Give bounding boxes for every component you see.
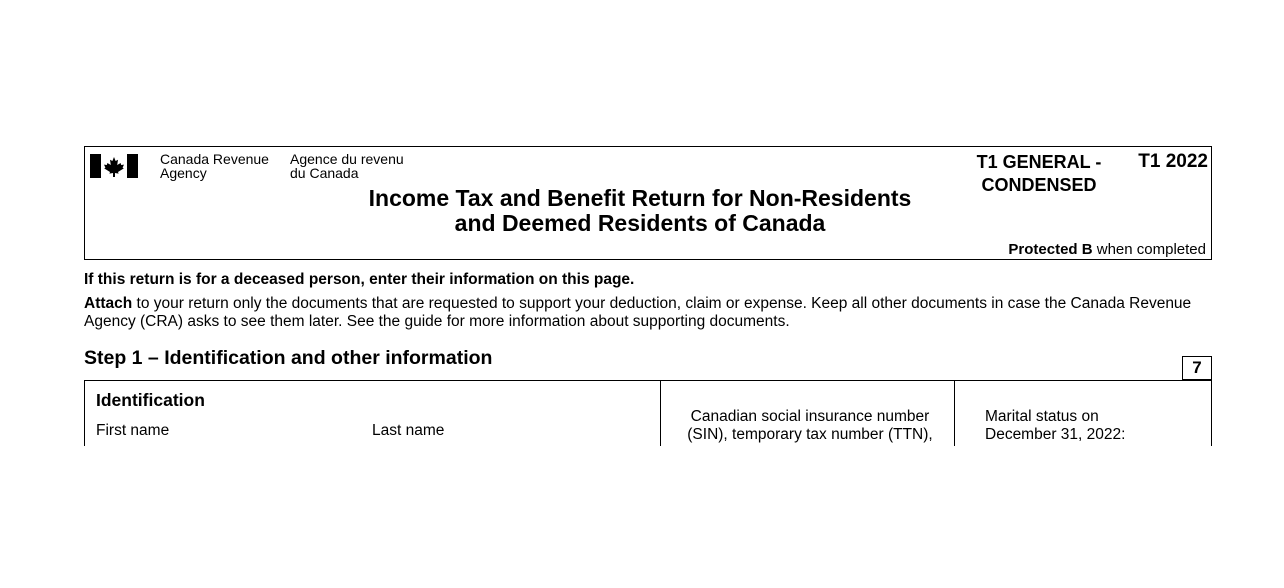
protected-level: Protected B [1008,241,1093,258]
form-title-line2: and Deemed Residents of Canada [454,210,826,236]
agency-fr-line1: Agence du revenu [290,151,404,167]
attach-keyword: Attach [84,295,133,312]
canada-flag-icon [90,154,138,178]
protected-notice [1008,241,1206,258]
form-year: T1 2022 [1138,151,1208,172]
agency-fr-line2: du Canada [290,165,359,181]
marital-status-label [985,408,1205,444]
form-name-line2: CONDENSED [981,175,1097,195]
identification-table [84,380,1212,446]
identification-heading: Identification [96,390,205,410]
attach-text: to your return only the documents that are requested to support your deduction, claim or expense. Keep all other documents in case the Canada Revenue Agency (CRA) asks to see them later. See the guide for more information about supporting documents. [84,295,1192,330]
deceased-instruction: If this return is for a deceased person, enter their information on this page. [84,271,635,288]
sin-label [665,408,955,444]
last-name-label: Last name [372,422,445,439]
agency-en-line2: Agency [160,165,207,181]
page-number-box: 7 [1182,356,1212,380]
sin-label-line2: (SIN), temporary tax number (TTN), [687,426,933,443]
form-name-line1: T1 GENERAL - [976,152,1102,172]
marital-label-line1: Marital status on [985,408,1099,425]
step1-title: Step 1 – Identification and other information [84,347,493,369]
agency-name-english [160,152,280,180]
sin-label-line1: Canadian social insurance number [690,408,930,425]
marital-label-line2: December 31, 2022: [985,426,1126,443]
form-title [330,186,950,236]
form-title-line1: Income Tax and Benefit Return for Non-Residents [368,185,912,211]
first-name-label: First name [96,422,170,439]
form-name [964,151,1114,197]
agency-name-french [290,152,420,180]
agency-en-line1: Canada Revenue [160,151,269,167]
table-divider-sin [660,381,661,446]
attach-instruction [84,295,1194,331]
protected-suffix: when completed [1092,241,1206,258]
